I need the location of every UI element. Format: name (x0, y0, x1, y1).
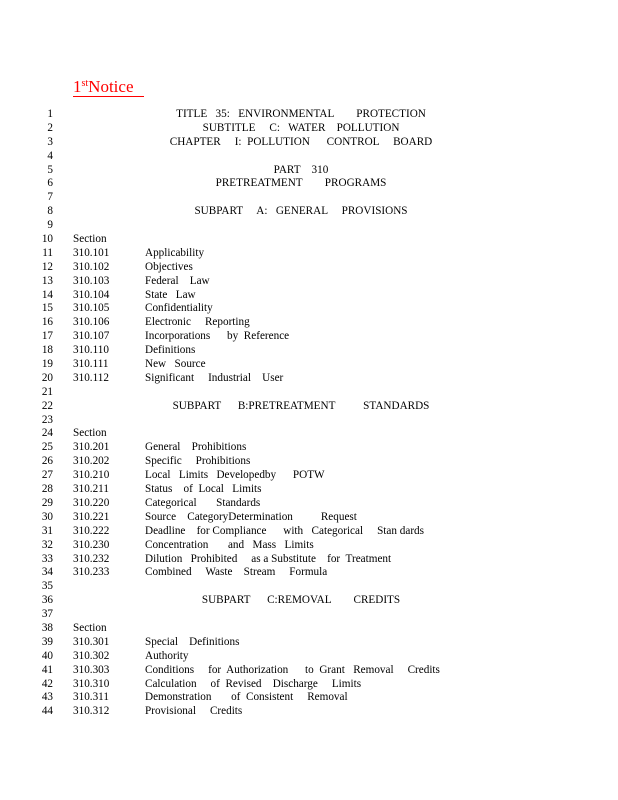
section-title: Source CategoryDetermination Request (145, 510, 357, 523)
document-line (0, 608, 618, 622)
line-number: 4 (47, 149, 53, 162)
section-number: 310.106 (73, 316, 110, 329)
document-line (0, 650, 618, 664)
line-number: 26 (41, 455, 53, 468)
line-number: 21 (41, 385, 53, 398)
document-body (0, 108, 618, 719)
document-line (0, 233, 618, 247)
section-title: Federal Law (145, 274, 210, 287)
line-number: 27 (41, 469, 53, 482)
line-number: 19 (41, 358, 53, 371)
line-number: 18 (41, 344, 53, 357)
document-line (0, 108, 618, 122)
document-line (0, 497, 618, 511)
document-line (0, 566, 618, 580)
line-number: 1 (47, 108, 53, 120)
section-number: 310.103 (73, 274, 110, 287)
section-title: Authority (145, 649, 189, 662)
line-number: 33 (41, 552, 53, 565)
section-title: Local Limits Developedby POTW (145, 469, 325, 482)
section-number: 310.201 (73, 441, 110, 454)
section-title: Concentration and Mass Limits (145, 538, 314, 551)
section-title: Categorical Standards (145, 496, 261, 509)
heading-text: SUBPART A: GENERAL PROVISIONS (194, 205, 408, 218)
section-title: Specific Prohibitions (145, 455, 251, 468)
heading-text: CHAPTER I: POLLUTION CONTROL BOARD (169, 135, 433, 148)
section-number: 310.302 (73, 649, 110, 662)
document-line (0, 150, 618, 164)
section-title: Combined Waste Stream Formula (145, 566, 328, 579)
section-title: Status of Local Limits (145, 483, 262, 496)
line-number: 8 (47, 205, 53, 218)
section-number: 310.301 (73, 635, 110, 648)
section-number: 310.233 (73, 566, 110, 579)
document-line (0, 136, 618, 150)
line-number: 39 (41, 635, 53, 648)
line-number: 14 (41, 288, 53, 301)
section-title: Definitions (145, 344, 196, 357)
line-number: 24 (41, 427, 53, 440)
section-number: 310.230 (73, 538, 110, 551)
document-line (0, 386, 618, 400)
section-title: Electronic Reporting (145, 316, 250, 329)
section-number: 310.221 (73, 510, 110, 523)
first-notice-heading (73, 75, 144, 97)
document-line (0, 427, 618, 441)
document-line (0, 636, 618, 650)
section-label: Section (73, 621, 107, 634)
line-number: 17 (41, 330, 53, 343)
section-title: Confidentiality (145, 302, 213, 315)
section-number: 310.312 (73, 705, 110, 718)
document-line (0, 316, 618, 330)
document-line (0, 191, 618, 205)
document-line (0, 247, 618, 261)
document-line (0, 455, 618, 469)
line-number: 22 (41, 399, 53, 412)
line-number: 28 (41, 483, 53, 496)
line-number: 41 (41, 663, 53, 676)
section-number: 310.220 (73, 496, 110, 509)
section-title: Objectives (145, 260, 193, 273)
line-number: 20 (41, 371, 53, 384)
section-number: 310.232 (73, 552, 110, 565)
document-line (0, 400, 618, 414)
document-line (0, 553, 618, 567)
line-number: 44 (41, 705, 53, 718)
document-line (0, 289, 618, 303)
line-number: 13 (41, 274, 53, 287)
document-line (0, 469, 618, 483)
document-line (0, 580, 618, 594)
section-title: Calculation of Revised Discharge Limits (145, 677, 362, 690)
line-number: 11 (42, 246, 53, 259)
section-title: General Prohibitions (145, 441, 247, 454)
document-line (0, 219, 618, 233)
document-line (0, 302, 618, 316)
line-number: 40 (41, 649, 53, 662)
document-line (0, 205, 618, 219)
section-title: State Law (145, 288, 196, 301)
document-line (0, 622, 618, 636)
document-line (0, 483, 618, 497)
section-title: Significant Industrial User (145, 371, 284, 384)
heading-text: SUBPART C:REMOVAL CREDITS (201, 594, 401, 607)
line-number: 31 (41, 524, 53, 537)
document-line (0, 525, 618, 539)
notice-label: Notice (88, 77, 134, 96)
section-title: Provisional Credits (145, 705, 243, 718)
document-line (0, 358, 618, 372)
section-title: Deadline for Compliance with Categorical Stan dards (145, 524, 424, 537)
line-number: 32 (41, 538, 53, 551)
section-title: New Source (145, 358, 206, 371)
section-number: 310.303 (73, 663, 110, 676)
section-title: Demonstration of Consistent Removal (145, 691, 348, 704)
document-line (0, 691, 618, 705)
document-line (0, 664, 618, 678)
section-number: 310.112 (73, 371, 109, 384)
document-line (0, 330, 618, 344)
section-number: 310.222 (73, 524, 110, 537)
section-number: 310.210 (73, 469, 110, 482)
section-number: 310.211 (73, 483, 109, 496)
section-label: Section (73, 233, 107, 246)
document-line (0, 441, 618, 455)
document-line (0, 275, 618, 289)
section-number: 310.310 (73, 677, 110, 690)
line-number: 9 (47, 219, 53, 232)
line-number: 43 (41, 691, 53, 704)
section-title: Incorporations by Reference (145, 330, 290, 343)
heading-text: PRETREATMENT PROGRAMS (215, 177, 387, 190)
section-title: Special Definitions (145, 635, 240, 648)
document-line (0, 344, 618, 358)
line-number: 15 (41, 302, 53, 315)
line-number: 38 (41, 621, 53, 634)
line-number: 25 (41, 441, 53, 454)
line-number: 29 (41, 496, 53, 509)
document-line (0, 261, 618, 275)
line-number: 23 (41, 413, 53, 426)
section-title: Applicability (145, 246, 205, 259)
document-line (0, 177, 618, 191)
document-line (0, 539, 618, 553)
section-number: 310.102 (73, 260, 110, 273)
notice-suffix: st (81, 78, 89, 89)
line-number: 42 (41, 677, 53, 690)
line-number: 7 (47, 191, 53, 204)
document-line (0, 594, 618, 608)
heading-text: PART 310 (273, 163, 329, 176)
notice-number: 1 (73, 77, 82, 96)
section-number: 310.104 (73, 288, 110, 301)
heading-text: SUBTITLE C: WATER POLLUTION (202, 121, 400, 134)
section-number: 310.202 (73, 455, 110, 468)
line-number: 3 (47, 135, 53, 148)
section-number: 310.105 (73, 302, 110, 315)
document-line (0, 122, 618, 136)
line-number: 36 (41, 594, 53, 607)
section-title: Conditions for Authorization to Grant Removal Credits (145, 663, 440, 676)
document-line (0, 511, 618, 525)
line-number: 35 (41, 580, 53, 593)
document-line (0, 678, 618, 692)
section-title: Dilution Prohibited as a Substitute for Treatment (145, 552, 392, 565)
document-line (0, 372, 618, 386)
section-number: 310.110 (73, 344, 109, 357)
line-number: 30 (41, 510, 53, 523)
section-label: Section (73, 427, 107, 440)
section-number: 310.111 (73, 358, 109, 371)
line-number: 34 (41, 566, 53, 579)
document-line (0, 164, 618, 178)
document-line (0, 414, 618, 428)
heading-text: SUBPART B:PRETREATMENT STANDARDS (172, 399, 430, 412)
line-number: 37 (41, 608, 53, 621)
line-number: 12 (41, 260, 53, 273)
line-number: 16 (41, 316, 53, 329)
document-line (0, 705, 618, 719)
heading-text: TITLE 35: ENVIRONMENTAL PROTECTION (176, 108, 426, 120)
line-number: 5 (47, 163, 53, 176)
line-number: 2 (47, 121, 53, 134)
line-number: 10 (41, 233, 53, 246)
line-number: 6 (47, 177, 53, 190)
section-number: 310.107 (73, 330, 110, 343)
section-number: 310.311 (73, 691, 109, 704)
section-number: 310.101 (73, 246, 110, 259)
